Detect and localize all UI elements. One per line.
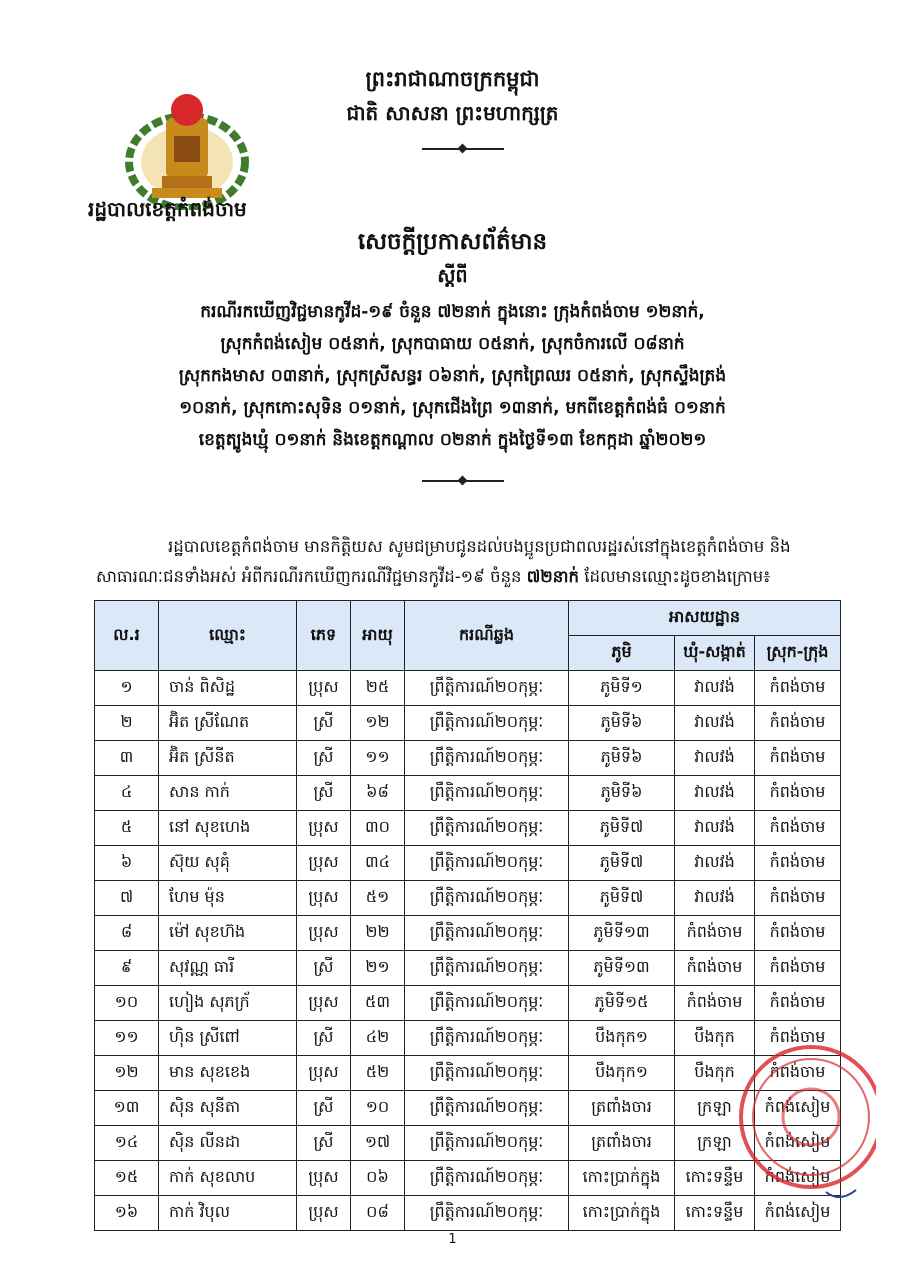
header-case: ករណីឆ្លង — [405, 601, 569, 671]
age-cell: ០៦ — [351, 1161, 405, 1196]
case-source-cell: ព្រឹត្តិការណ៍២០កុម្ភៈ — [405, 951, 569, 986]
person-name-cell: ស៊ិន លីនដា — [159, 1126, 297, 1161]
district-cell: កំពង់ចាម — [755, 811, 841, 846]
age-cell: ១១ — [351, 741, 405, 776]
row-no-cell: ១១ — [95, 1021, 159, 1056]
intro-case-count: ៧២នាក់ — [526, 567, 579, 586]
commune-cell: កោះទន្ទឹម — [675, 1196, 755, 1231]
case-source-cell: ព្រឹត្តិការណ៍២០កុម្ភៈ — [405, 1126, 569, 1161]
village-cell: ភូមិទី១៥ — [569, 986, 675, 1021]
district-cell: កំពង់ចាម — [755, 986, 841, 1021]
row-no-cell: ៥ — [95, 811, 159, 846]
person-name-cell: អ៊ិត ស្រីនីត — [159, 741, 297, 776]
person-name-cell: ហ៊ិន ស្រីពៅ — [159, 1021, 297, 1056]
subject-line: ករណីរកឃើញវិជ្ជមានកូវីដ-១៩ ចំនួន ៧២នាក់ ក្នុងនោះ ក្រុងកំពង់ចាម ១២នាក់, — [200, 302, 705, 322]
sex-cell: ស្រី — [297, 741, 351, 776]
subject-line: ស្រុកកងមាស ០៣នាក់, ស្រុកស្រីសន្ធរ ០៦នាក់, ស្រុកព្រៃឈរ ០៥នាក់, ស្រុកស្ទឹងត្រង់ — [178, 366, 727, 386]
village-cell: ភូមិទី៦ — [569, 706, 675, 741]
row-no-cell: ៣ — [95, 741, 159, 776]
case-source-cell: ព្រឹត្តិការណ៍២០កុម្ភៈ — [405, 986, 569, 1021]
commune-cell: កំពង់ចាម — [675, 916, 755, 951]
row-no-cell: ៩ — [95, 951, 159, 986]
table-row — [95, 951, 841, 986]
row-no-cell: ២ — [95, 706, 159, 741]
row-no-cell: ១ — [95, 671, 159, 706]
age-cell: ២៥ — [351, 671, 405, 706]
table-row — [95, 706, 841, 741]
document-about: ស្ដីពី — [437, 265, 468, 287]
case-source-cell: ព្រឹត្តិការណ៍២០កុម្ភៈ — [405, 671, 569, 706]
commune-cell: ក្រឡា — [675, 1091, 755, 1126]
organization-name: រដ្ឋបាលខេត្តកំពង់ចាម — [88, 197, 247, 221]
village-cell: ភូមិទី៧ — [569, 811, 675, 846]
row-no-cell: ១៦ — [95, 1196, 159, 1231]
village-cell: ភូមិទី១៣ — [569, 916, 675, 951]
table-row — [95, 776, 841, 811]
official-stamp — [716, 1022, 876, 1212]
person-name-cell: ហែម ម៉ុន — [159, 881, 297, 916]
table-row — [95, 916, 841, 951]
district-cell: កំពង់ចាម — [755, 741, 841, 776]
commune-cell: កំពង់ចាម — [675, 986, 755, 1021]
age-cell: ៣៤ — [351, 846, 405, 881]
village-cell: ភូមិទី៧ — [569, 846, 675, 881]
age-cell: ៤២ — [351, 1021, 405, 1056]
row-no-cell: ១៥ — [95, 1161, 159, 1196]
table-row — [95, 986, 841, 1021]
row-no-cell: ៧ — [95, 881, 159, 916]
table-row — [95, 811, 841, 846]
age-cell: ២១ — [351, 951, 405, 986]
district-cell: កំពង់ចាម — [755, 706, 841, 741]
commune-cell: វាលវង់ — [675, 776, 755, 811]
row-no-cell: ១២ — [95, 1056, 159, 1091]
row-no-cell: ១៣ — [95, 1091, 159, 1126]
sex-cell: ស្រី — [297, 951, 351, 986]
case-source-cell: ព្រឹត្តិការណ៍២០កុម្ភៈ — [405, 776, 569, 811]
district-cell: កំពង់ចាម — [755, 1021, 841, 1056]
commune-cell: វាលវង់ — [675, 881, 755, 916]
age-cell: ៣០ — [351, 811, 405, 846]
age-cell: ០៨ — [351, 1196, 405, 1231]
age-cell: ២២ — [351, 916, 405, 951]
table-row — [95, 671, 841, 706]
case-source-cell: ព្រឹត្តិការណ៍២០កុម្ភៈ — [405, 811, 569, 846]
page-number: 1 — [448, 1232, 457, 1247]
header-sex: ភេទ — [297, 601, 351, 671]
person-name-cell: ចាន់ ពិសិដ្ឋ — [159, 671, 297, 706]
age-cell: ១៧ — [351, 1126, 405, 1161]
village-cell: កោះប្រាក់ក្នុង — [569, 1196, 675, 1231]
intro-text-end: ដែលមានឈ្មោះដូចខាងក្រោម៖ — [578, 567, 771, 586]
sex-cell: ប្រុស — [297, 916, 351, 951]
commune-cell: វាលវង់ — [675, 671, 755, 706]
case-source-cell: ព្រឹត្តិការណ៍២០កុម្ភៈ — [405, 881, 569, 916]
case-source-cell: ព្រឹត្តិការណ៍២០កុម្ភៈ — [405, 1196, 569, 1231]
header-district: ស្រុក-ក្រុង — [755, 636, 841, 671]
case-source-cell: ព្រឹត្តិការណ៍២០កុម្ភៈ — [405, 1056, 569, 1091]
district-cell: កំពង់សៀម — [755, 1161, 841, 1196]
village-cell: ភូមិទី១ — [569, 671, 675, 706]
person-name-cell: កាក់ វិបុល — [159, 1196, 297, 1231]
age-cell: ១០ — [351, 1091, 405, 1126]
row-no-cell: ៦ — [95, 846, 159, 881]
commune-cell: កោះទន្ទឹម — [675, 1161, 755, 1196]
district-cell: កំពង់សៀម — [755, 1091, 841, 1126]
header-no: ល.រ — [95, 601, 159, 671]
sex-cell: ប្រុស — [297, 846, 351, 881]
national-motto: ជាតិ សាសនា ព្រះមហាក្សត្រ — [346, 101, 559, 125]
subject-line: ១០នាក់, ស្រុកកោះសុទិន ០១នាក់, ស្រុកជើងព្រៃ ១៣នាក់, មកពីខេត្តកំពង់ធំ ០១នាក់ — [179, 398, 726, 418]
district-cell: កំពង់ចាម — [755, 951, 841, 986]
district-cell: កំពង់ចាម — [755, 1056, 841, 1091]
subject-line: ខេត្តត្បូងឃ្មុំ ០១នាក់ និងខេត្តកណ្ដាល ០២នាក់ ក្នុងថ្ងៃទី១៣ ខែកក្កដា ឆ្នាំ២០២១ — [198, 430, 707, 450]
district-cell: កំពង់ចាម — [755, 916, 841, 951]
commune-cell: វាលវង់ — [675, 741, 755, 776]
age-cell: ៦៨ — [351, 776, 405, 811]
header-address: អាសយដ្ឋាន — [569, 601, 841, 636]
sex-cell: ប្រុស — [297, 1196, 351, 1231]
person-name-cell: អ៊ិត ស្រីណែត — [159, 706, 297, 741]
commune-cell: កំពង់ចាម — [675, 951, 755, 986]
commune-cell: វាលវង់ — [675, 811, 755, 846]
commune-cell: បឹងកុក — [675, 1056, 755, 1091]
subject-line: ស្រុកកំពង់សៀម ០៥នាក់, ស្រុកបាធាយ ០៥នាក់, ស្រុកចំការលើ ០៨នាក់ — [220, 334, 685, 354]
case-source-cell: ព្រឹត្តិការណ៍២០កុម្ភៈ — [405, 1091, 569, 1126]
person-name-cell: ម៉ៅ សុខហ៊ង — [159, 916, 297, 951]
sex-cell: ប្រុស — [297, 986, 351, 1021]
row-no-cell: ១០ — [95, 986, 159, 1021]
case-source-cell: ព្រឹត្តិការណ៍២០កុម្ភៈ — [405, 846, 569, 881]
kingdom-heading: ព្រះរាជាណាចក្រកម្ពុជា — [365, 67, 540, 91]
village-cell: បឹងកុក១ — [569, 1021, 675, 1056]
age-cell: ៥២ — [351, 1056, 405, 1091]
person-name-cell: សាន កាក់ — [159, 776, 297, 811]
district-cell: កំពង់សៀម — [755, 1126, 841, 1161]
person-name-cell: ស៊ិន សុនីតា — [159, 1091, 297, 1126]
sex-cell: ប្រុស — [297, 811, 351, 846]
district-cell: កំពង់ចាម — [755, 671, 841, 706]
district-cell: កំពង់សៀម — [755, 1196, 841, 1231]
header-commune: ឃុំ-សង្កាត់ — [675, 636, 755, 671]
age-cell: ៥១ — [351, 881, 405, 916]
header-village: ភូមិ — [569, 636, 675, 671]
village-cell: កោះប្រាក់ក្នុង — [569, 1161, 675, 1196]
heading-divider — [422, 148, 504, 150]
age-cell: ៥៣ — [351, 986, 405, 1021]
sex-cell: ស្រី — [297, 1091, 351, 1126]
table-row — [95, 846, 841, 881]
village-cell: ភូមិទី៦ — [569, 776, 675, 811]
sex-cell: ប្រុស — [297, 1056, 351, 1091]
district-cell: កំពង់ចាម — [755, 776, 841, 811]
person-name-cell: សុវណ្ណ ធារី — [159, 951, 297, 986]
case-source-cell: ព្រឹត្តិការណ៍២០កុម្ភៈ — [405, 706, 569, 741]
commune-cell: បឹងកុក — [675, 1021, 755, 1056]
document-title: សេចក្ដីប្រកាសព័ត៌មាន — [357, 229, 548, 255]
table-row — [95, 741, 841, 776]
district-cell: កំពង់ចាម — [755, 881, 841, 916]
age-cell: ១២ — [351, 706, 405, 741]
header-name: ឈ្មោះ — [159, 601, 297, 671]
sex-cell: ប្រុស — [297, 881, 351, 916]
village-cell: ភូមិទី១៣ — [569, 951, 675, 986]
case-source-cell: ព្រឹត្តិការណ៍២០កុម្ភៈ — [405, 741, 569, 776]
village-cell: ត្រពាំងចារ — [569, 1126, 675, 1161]
village-cell: បឹងកុក១ — [569, 1056, 675, 1091]
table-row — [95, 881, 841, 916]
header-age: អាយុ — [351, 601, 405, 671]
intro-paragraph — [96, 532, 846, 592]
village-cell: ភូមិទី៦ — [569, 741, 675, 776]
row-no-cell: ៨ — [95, 916, 159, 951]
row-no-cell: ១៤ — [95, 1126, 159, 1161]
sex-cell: ស្រី — [297, 706, 351, 741]
intro-text: រដ្ឋបាលខេត្តកំពង់ចាម មានកិត្តិយស សូមជម្រាបជូនដល់បងប្អូនប្រជាពលរដ្ឋរស់នៅក្នុងខេត្តកំពង់ចាម និងសាធារណៈជនទាំងអស់ អំពីករណីរកឃើញករណីវិជ្ជមានកូវីដ-១៩ ចំនួន — [96, 537, 791, 586]
row-no-cell: ៤ — [95, 776, 159, 811]
person-name-cell: ស៊ុយ សុគុំ — [159, 846, 297, 881]
commune-cell: វាលវង់ — [675, 846, 755, 881]
person-name-cell: ហៀង សុភក្រ័ — [159, 986, 297, 1021]
subject-divider — [422, 480, 504, 482]
person-name-cell: កាក់ សុខលាប — [159, 1161, 297, 1196]
case-source-cell: ព្រឹត្តិការណ៍២០កុម្ភៈ — [405, 916, 569, 951]
person-name-cell: នៅ សុខហេង — [159, 811, 297, 846]
document-subject — [60, 296, 845, 456]
person-name-cell: មាន សុខខេង — [159, 1056, 297, 1091]
village-cell: ភូមិទី៧ — [569, 881, 675, 916]
sex-cell: ស្រី — [297, 1126, 351, 1161]
case-source-cell: ព្រឹត្តិការណ៍២០កុម្ភៈ — [405, 1161, 569, 1196]
sex-cell: ប្រុស — [297, 671, 351, 706]
sex-cell: ស្រី — [297, 776, 351, 811]
sex-cell: ប្រុស — [297, 1161, 351, 1196]
commune-cell: វាលវង់ — [675, 706, 755, 741]
district-cell: កំពង់ចាម — [755, 846, 841, 881]
sex-cell: ស្រី — [297, 1021, 351, 1056]
village-cell: ត្រពាំងចារ — [569, 1091, 675, 1126]
commune-cell: ក្រឡា — [675, 1126, 755, 1161]
case-source-cell: ព្រឹត្តិការណ៍២០កុម្ភៈ — [405, 1021, 569, 1056]
